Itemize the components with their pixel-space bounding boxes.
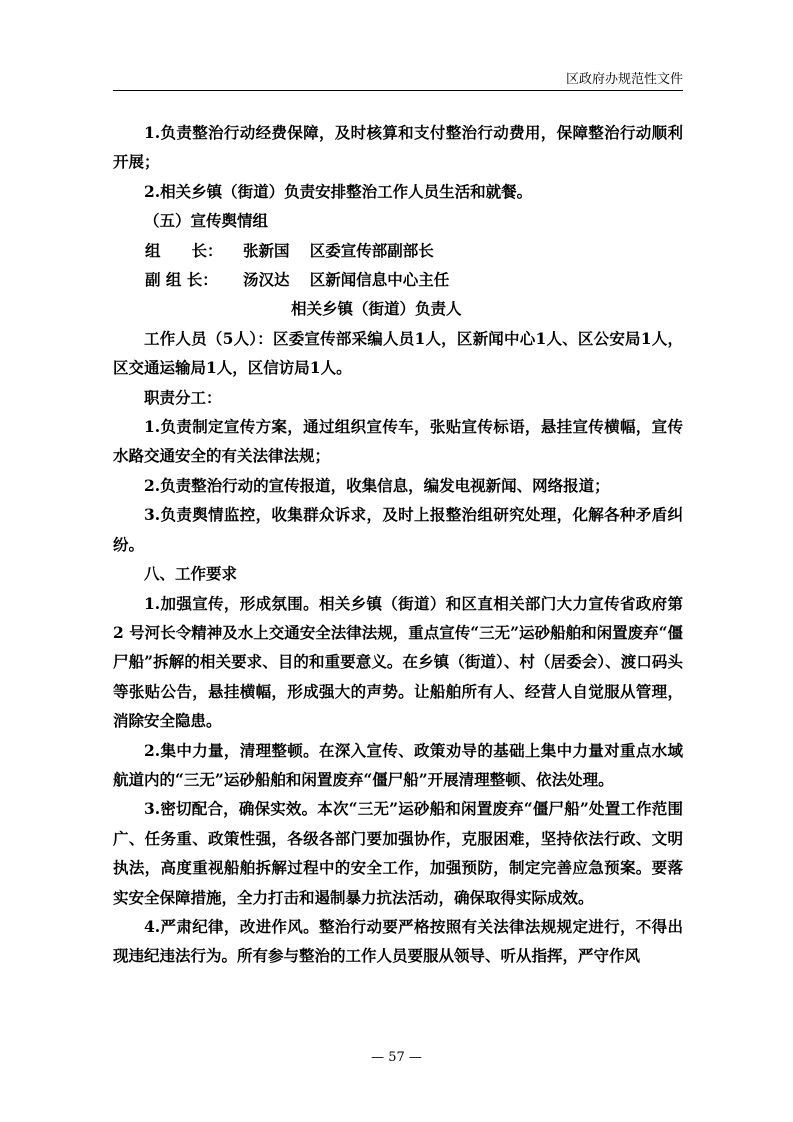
- paragraph: 职责分工：: [144, 387, 222, 407]
- paragraph: 2.集中力量，清理整顿。在深入宣传、政策劝导的基础上集中力量对重点水域航道内的“三无”运砂船舶和闲置废弃“僵尸船”开展清理整顿、依法处理。: [113, 740, 683, 789]
- section-heading: （五）宣传舆情组: [144, 211, 269, 231]
- role-line-leader: [113, 236, 683, 265]
- paragraph: 1.负责制定宣传方案，通过组织宣传车，张贴宣传标语，悬挂宣传横幅，宣传水路交通安全的有关法律法规；: [113, 417, 683, 466]
- role-line-deputy: [113, 265, 683, 294]
- role-position: 区委宣传部副部长: [309, 240, 434, 260]
- paragraph: 3.密切配合，确保实效。本次“三无”运砂船和闲置废弃“僵尸船”处置工作范围广、任务重、政策性强，各级各部门要加强协作，克服困难，坚持依法行政、文明执法，高度重视船舶拆解过程中的安全工作，加强预防，制定完善应急预案。要落实安全保障措施，全力打击和遏制暴力抗法活动，确保取得实际成效。: [113, 799, 683, 907]
- paragraph: 工作人员（5人）：区委宣传部采编人员1人，区新闻中心1人、区公安局1人，区交通运输局1人，区信访局1人。: [113, 328, 683, 378]
- paragraph: 1.负责整治行动经费保障，及时核算和支付整治行动费用，保障整治行动顺利开展；: [113, 123, 683, 172]
- page-number: — 57 —: [371, 1050, 422, 1065]
- paragraph: 4.严肃纪律，改进作风。整治行动要严格按照有关法律法规规定进行，不得出现违纪违法行为。所有参与整治的工作人员要服从领导、听从指挥，严守作风: [113, 916, 683, 966]
- role-label: 副 组 长：: [145, 270, 218, 290]
- paragraph: 3.负责舆情监控，收集群众诉求，及时上报整治组研究处理，化解各种矛盾纠纷。: [113, 505, 683, 554]
- role-name: 汤汉达: [243, 270, 290, 290]
- paragraph: 2.相关乡镇（街道）负责安排整治工作人员生活和就餐。: [144, 181, 533, 201]
- paragraph: 2.负责整治行动的宣传报道，收集信息，编发电视新闻、网络报道；: [144, 475, 610, 495]
- role-name: 张新国: [243, 240, 290, 260]
- section-heading: 八、工作要求: [144, 564, 238, 584]
- role-label: 组 长：: [145, 240, 223, 260]
- paragraph: 1.加强宣传，形成氛围。相关乡镇（街道）和区直相关部门大力宣传省政府第 2 号河长令精神及水上交通安全法律法规，重点宣传“三无”运砂船舶和闲置废弃“僵尸船”拆解的相关要求、目的和重要意义。在乡镇（街道）、村（居委会）、渡口码头等张贴公告，悬挂横幅，形成强大的声势。让船舶所有人、经营人自觉服从管理，消除安全隐患。: [113, 593, 683, 731]
- document-body: [113, 118, 683, 971]
- header-divider: [113, 90, 683, 91]
- role-position: 区新闻信息中心主任: [309, 270, 450, 290]
- document-header: 区政府办规范性文件: [565, 72, 683, 87]
- role-extra: 相关乡镇（街道）负责人: [291, 299, 462, 319]
